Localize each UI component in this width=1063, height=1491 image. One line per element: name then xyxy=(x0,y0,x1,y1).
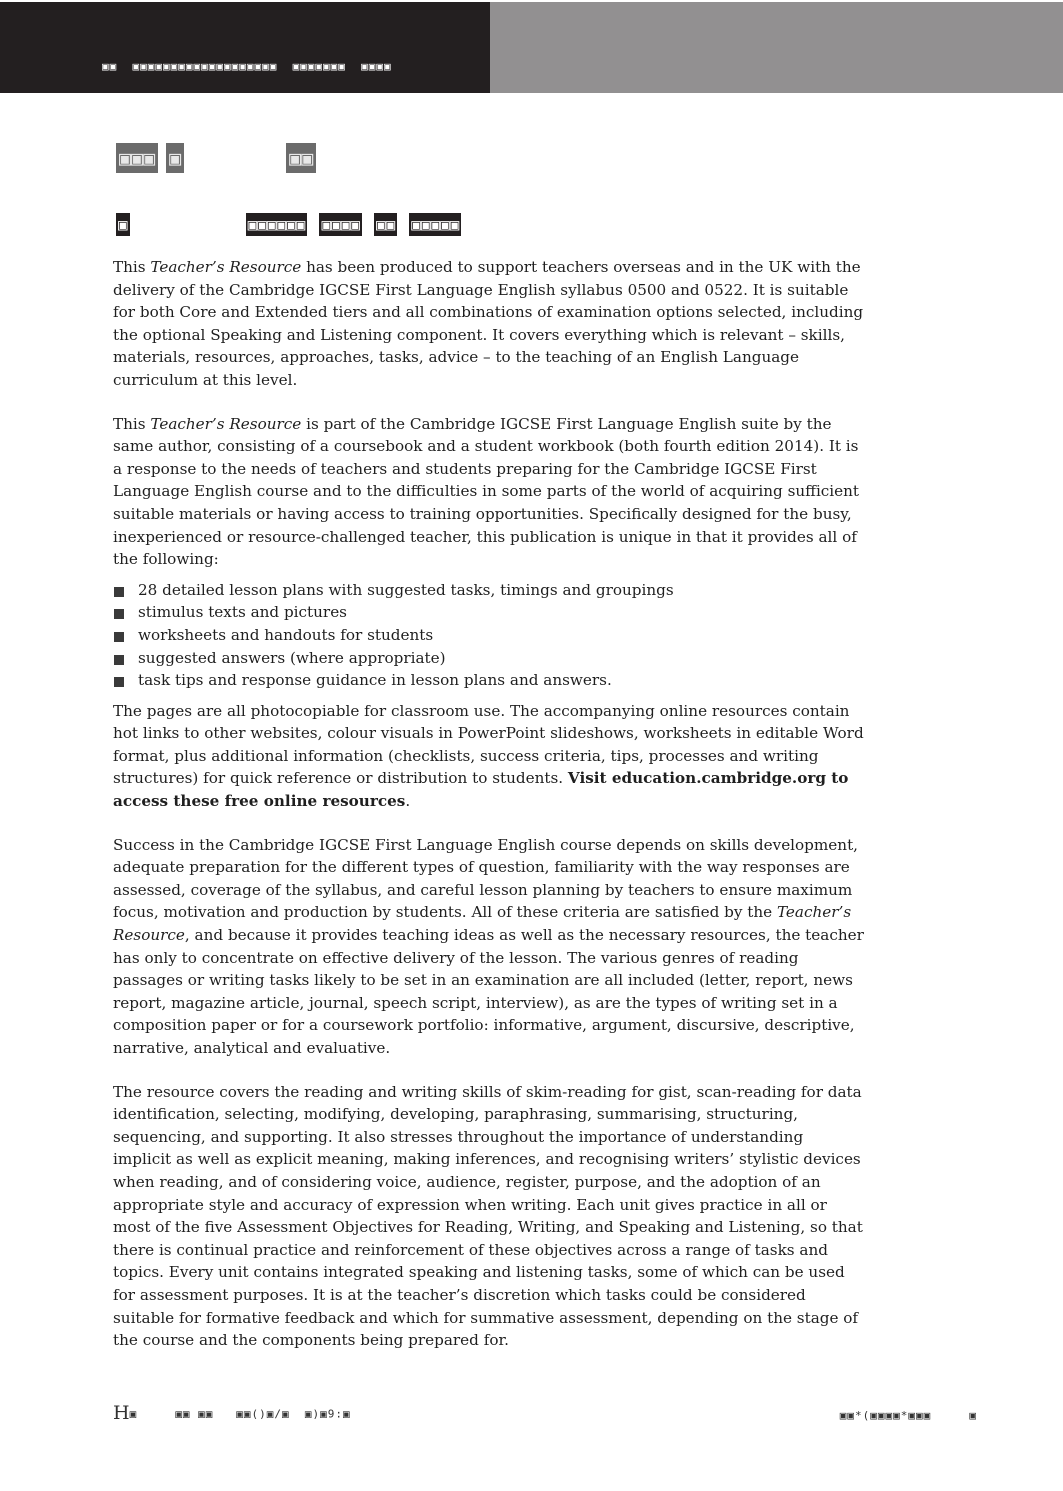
page-footer xyxy=(0,1400,1063,1430)
subsection-heading-part: ▣▣▣▣▣ xyxy=(411,215,460,234)
paragraph-suite xyxy=(113,413,865,571)
text-run: This xyxy=(113,258,151,276)
bullet-square-icon xyxy=(114,632,124,642)
list-item-text: stimulus texts and pictures xyxy=(138,603,347,622)
section-heading-part: ▣ xyxy=(166,143,184,173)
list-item-text: suggested answers (where appropriate) xyxy=(138,648,446,667)
footer-left xyxy=(113,1402,351,1424)
list-item xyxy=(113,579,865,602)
main-content xyxy=(113,256,865,1373)
list-item xyxy=(113,647,865,670)
list-item-text: task tips and response guidance in lesson plans and answers. xyxy=(138,671,612,690)
text-run-italic: Teacher’s Resource xyxy=(113,903,852,945)
feature-list xyxy=(113,579,865,692)
header-dark-band xyxy=(0,2,490,93)
header-grey-band xyxy=(490,2,1063,93)
list-item xyxy=(113,601,865,624)
text-run-italic: Teacher’s Resource xyxy=(150,258,302,276)
text-run: has been produced to support teachers overseas and in the UK with the delivery of the Cambridge IGCSE First Language English syllabus 0500 and 0522. It is suitable for both Core and Extended tiers and all combinations of examination options selected, including the optional Speaking and Listening component. It covers everything which is relevant – skills, materials, resources, approaches, tasks, advice – to the teaching of an English Language curriculum at this level. xyxy=(113,258,864,389)
footer-page-marker: H xyxy=(113,1402,130,1424)
bullet-square-icon xyxy=(114,609,124,619)
text-run: The pages are all photocopiable for classroom use. The accompanying online resources contain hot links to other websites, colour visuals in PowerPoint slideshows, worksheets in editable Word format, plus additional information (checklists, success criteria, tips, processes and writing structures) for quick reference or distribution to students. xyxy=(113,701,864,788)
section-heading-part: ▣▣▣ xyxy=(116,143,158,173)
paragraph-photocopiable xyxy=(113,700,865,813)
footer-copyright: ▣▣*(▣▣▣▣*▣▣▣ ▣ xyxy=(839,1409,977,1422)
text-run: , and because it provides teaching ideas as well as the necessary resources, the teacher has only to concentrate on effective delivery of the lesson. The various genres of reading passages or writing tasks likely to be set in an examination are all included (letter, report, news report, magazine article, journal, speech script, interview), as are the types of writing set in a composition paper or for a coursework portfolio: informative, argument, discursive, descriptive, narrative, analytical and evaluative. xyxy=(113,926,864,1057)
bullet-square-icon xyxy=(114,655,124,665)
text-run: . xyxy=(405,792,411,811)
subsection-heading-part: ▣▣ xyxy=(375,215,396,234)
section-heading xyxy=(116,143,316,173)
paragraph-success xyxy=(113,834,865,1060)
text-run: Success in the Cambridge IGCSE First Language English course depends on skills development, adequate preparation for the different types of question, familiarity with the way responses are assessed, coverage of the syllabus, and careful lesson planning by teachers to ensure maximum focus, motivation and production by students. All of these criteria are satisfied by the xyxy=(113,835,859,922)
subsection-heading xyxy=(116,213,461,236)
running-title: ▣▣ ▣▣▣▣▣▣▣▣▣▣▣▣▣▣▣▣▣▣▣ ▣▣▣▣▣▣▣ ▣▣▣▣ xyxy=(102,60,392,73)
paragraph-intro xyxy=(113,256,865,392)
list-item xyxy=(113,669,865,692)
bullet-square-icon xyxy=(114,587,124,597)
paragraph-skills: The resource covers the reading and writing skills of skim-reading for gist, scan-reading for data identification, selecting, modifying, developing, paraphrasing, summarising, structuring, sequencing, and supporting. It also stresses throughout the importance of understanding implicit as well as explicit meaning, making inferences, and recognising writers’ stylistic devices when reading, and of considering voice, audience, register, purpose, and the adoption of an appropriate style and accuracy of expression when writing. Each unit gives practice in all or most of the five Assessment Objectives for Reading, Writing, and Speaking and Listening, so that there is continual practice and reinforcement of these objectives across a range of tasks and topics. Every unit contains integrated speaking and listening tasks, some of which can be used for assessment purposes. It is at the teacher’s discretion which tasks could be considered suitable for formative feedback and which for summative assessment, depending on the stage of the course and the components being prepared for. xyxy=(113,1082,863,1350)
list-item xyxy=(113,624,865,647)
section-heading-part: ▣▣ xyxy=(286,143,316,173)
text-run: This xyxy=(113,414,151,433)
page-header xyxy=(0,2,1063,93)
text-run: is part of the Cambridge IGCSE First Language English suite by the same author, consisting of a coursebook and a student workbook (both fourth edition 2014). It is a response to the needs of teachers and students preparing for the Cambridge IGCSE First Language English course and to the difficulties in some parts of the world of acquiring sufficient suitable materials or having access to training opportunities. Specifically designed for the busy, inexperienced or resource-challenged teacher, this publication is unique in that it provides all of the following: xyxy=(113,414,860,569)
online-resources-link-text: Visit education.cambridge.org to access these free online resources xyxy=(113,769,849,811)
subsection-heading-part: ▣ xyxy=(118,215,128,234)
list-item-text: worksheets and handouts for students xyxy=(138,625,434,644)
list-item-text: 28 detailed lesson plans with suggested tasks, timings and groupings xyxy=(138,580,674,599)
subsection-heading-part: ▣▣▣▣▣▣ xyxy=(247,215,306,234)
footer-book-title: ▣ ▣▣ ▣▣ ▣▣()▣/▣ ▣)▣9:▣ xyxy=(129,1407,351,1421)
bullet-square-icon xyxy=(114,677,124,687)
subsection-heading-part: ▣▣▣▣ xyxy=(321,215,360,234)
text-run-italic: Teacher’s Resource xyxy=(150,414,302,433)
